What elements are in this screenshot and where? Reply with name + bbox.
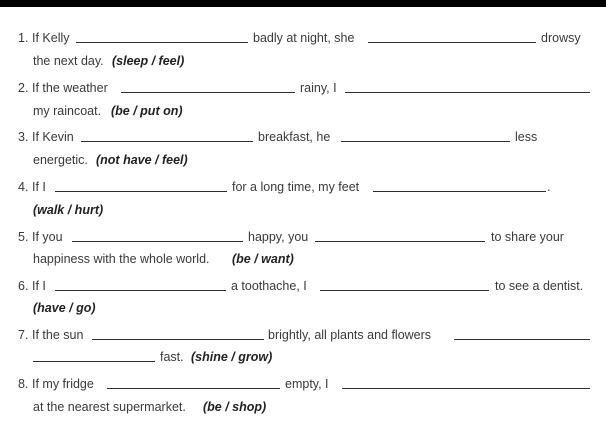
- sentence-text: If the sun: [32, 328, 84, 342]
- sentence-text: breakfast, he: [258, 130, 331, 144]
- sentence-text: If you: [32, 230, 63, 244]
- verb-hint: (be / want): [232, 252, 294, 266]
- sentence-text: happy, you: [248, 230, 309, 244]
- sentence-text: If Kelly: [32, 31, 70, 45]
- answer-blank[interactable]: [320, 279, 489, 291]
- answer-blank[interactable]: [373, 180, 546, 192]
- answer-blank[interactable]: [368, 31, 536, 43]
- answer-blank[interactable]: [454, 328, 590, 340]
- answer-blank[interactable]: [92, 328, 264, 340]
- sentence-text: for a long time, my feet: [232, 180, 360, 194]
- exercise-number: 6.: [18, 279, 29, 293]
- sentence-text: .: [547, 180, 551, 194]
- verb-hint: (be / shop): [203, 400, 267, 414]
- verb-hint: (be / put on): [111, 104, 183, 118]
- sentence-text: If my fridge: [32, 377, 94, 391]
- answer-blank[interactable]: [72, 230, 243, 242]
- sentence-text: If I: [32, 180, 46, 194]
- verb-hint: (sleep / feel): [112, 54, 185, 68]
- sentence-text: to share your: [491, 230, 564, 244]
- sentence-text: fast.: [160, 350, 184, 364]
- answer-blank[interactable]: [76, 31, 248, 43]
- answer-blank[interactable]: [345, 81, 590, 93]
- exercise-number: 8.: [18, 377, 29, 391]
- sentence-text: empty, I: [285, 377, 329, 391]
- top-border: [0, 0, 606, 7]
- sentence-text: a toothache, I: [231, 279, 307, 293]
- answer-blank[interactable]: [55, 180, 227, 192]
- answer-blank[interactable]: [107, 377, 280, 389]
- exercise-number: 2.: [18, 81, 29, 95]
- sentence-text: brightly, all plants and flowers: [268, 328, 432, 342]
- exercise-number: 3.: [18, 130, 29, 144]
- answer-blank[interactable]: [121, 81, 295, 93]
- sentence-text: badly at night, she: [253, 31, 355, 45]
- exercise-number: 7.: [18, 328, 29, 342]
- sentence-text: happiness with the whole world.: [33, 252, 210, 266]
- exercise-number: 4.: [18, 180, 29, 194]
- answer-blank[interactable]: [342, 377, 590, 389]
- sentence-text: the next day.: [33, 54, 104, 68]
- exercise-number: 5.: [18, 230, 29, 244]
- verb-hint: (have / go): [33, 301, 96, 315]
- sentence-text: at the nearest supermarket.: [33, 400, 186, 414]
- answer-blank[interactable]: [81, 130, 253, 142]
- verb-hint: (shine / grow): [191, 350, 273, 364]
- answer-blank[interactable]: [33, 350, 155, 362]
- sentence-text: If Kevin: [32, 130, 74, 144]
- verb-hint: (walk / hurt): [33, 203, 104, 217]
- sentence-text: to see a dentist.: [495, 279, 584, 293]
- answer-blank[interactable]: [341, 130, 510, 142]
- sentence-text: rainy, I: [300, 81, 337, 95]
- sentence-text: my raincoat.: [33, 104, 102, 118]
- verb-hint: (not have / feel): [96, 153, 188, 167]
- sentence-text: energetic.: [33, 153, 88, 167]
- sentence-text: If I: [32, 279, 46, 293]
- sentence-text: less: [515, 130, 538, 144]
- exercise-number: 1.: [18, 31, 29, 45]
- sentence-text: If the weather: [32, 81, 108, 95]
- sentence-text: drowsy: [541, 31, 581, 45]
- answer-blank[interactable]: [315, 230, 485, 242]
- answer-blank[interactable]: [55, 279, 226, 291]
